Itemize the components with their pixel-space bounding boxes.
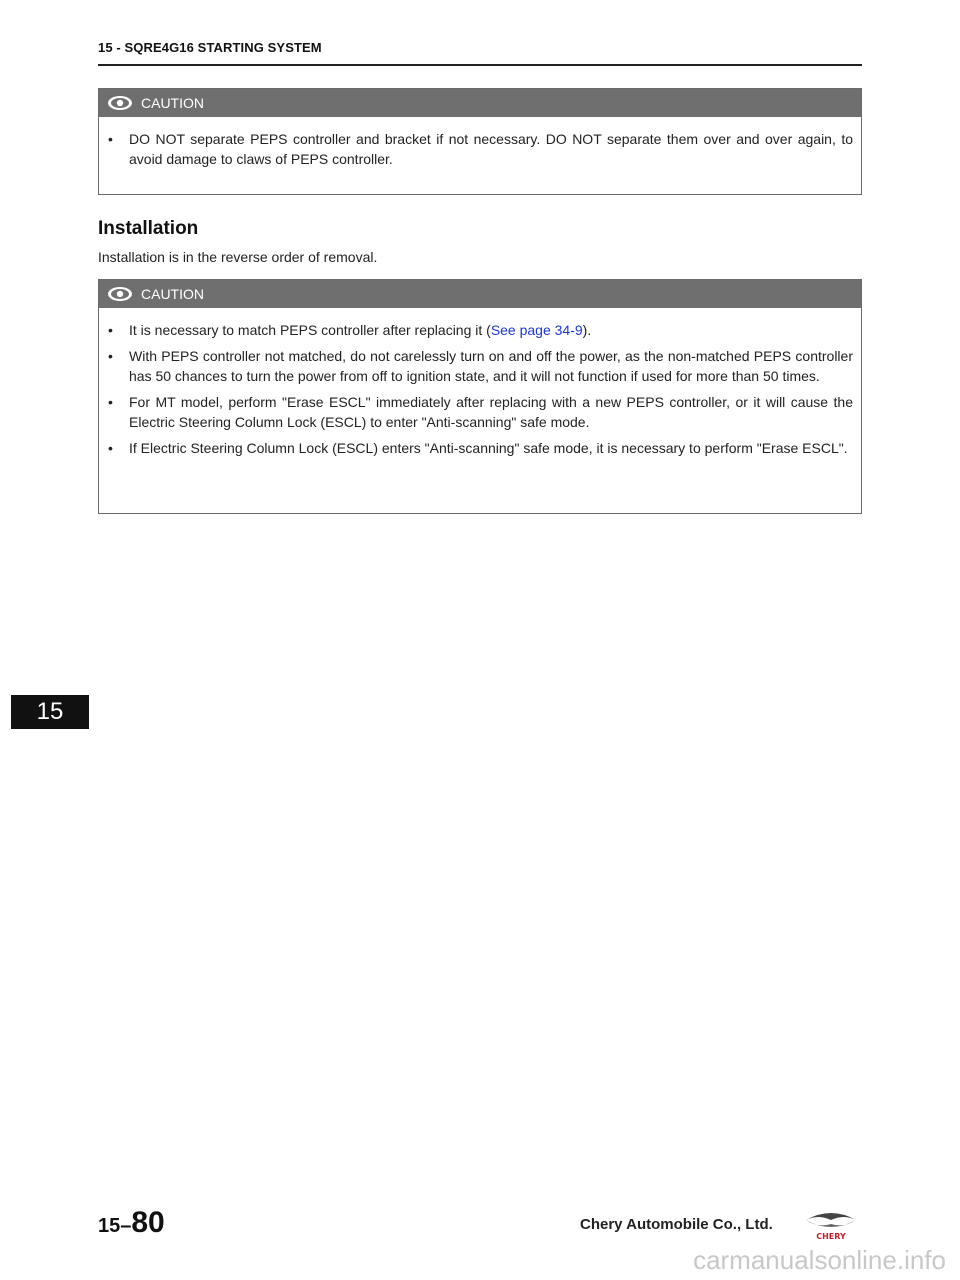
- caution-header: [99, 89, 861, 117]
- caution-box-top: [98, 88, 862, 195]
- header-rule: [98, 64, 862, 66]
- page-header-title: 15 - SQRE4G16 STARTING SYSTEM: [98, 40, 322, 55]
- company-name: Chery Automobile Co., Ltd.: [580, 1216, 773, 1233]
- logo-text: CHERY: [816, 1232, 846, 1241]
- caution-item-suffix: ).: [582, 322, 592, 338]
- caution-label: CAUTION: [141, 286, 204, 302]
- caution-item-prefix: It is necessary to match PEPS controller after replacing it (: [129, 322, 491, 338]
- chery-logo: [800, 1208, 862, 1242]
- bullet-dot: •: [108, 394, 113, 410]
- caution-box-bottom: [98, 279, 862, 514]
- bullet-dot: •: [108, 440, 113, 456]
- page-section: 15–: [98, 1215, 132, 1237]
- bullet-dot: •: [108, 131, 113, 147]
- caution-item: [107, 438, 853, 458]
- caution-item-text: For MT model, perform "Erase ESCL" immediately after replacing with a new PEPS controller, or it will cause the Electric Steering Column Lock (ESCL) to enter "Anti-scanning" safe mode.: [129, 394, 853, 430]
- eye-icon: [107, 286, 133, 302]
- bullet-dot: •: [108, 348, 113, 364]
- bullet-dot: •: [108, 322, 113, 338]
- caution-item: [107, 129, 853, 169]
- section-heading-installation: Installation: [98, 218, 199, 239]
- caution-item-text: [129, 320, 853, 340]
- see-page-link[interactable]: See page 34-9: [490, 322, 583, 338]
- installation-text: Installation is in the reverse order of removal.: [98, 249, 378, 265]
- chapter-tab: 15: [11, 695, 89, 729]
- caution-item: [107, 392, 853, 432]
- page-number-value: 80: [131, 1206, 165, 1239]
- page-number: [98, 1206, 165, 1240]
- caution-label: CAUTION: [141, 95, 204, 111]
- caution-item-text: DO NOT separate PEPS controller and bracket if not necessary. DO NOT separate them over and over again, to avoid damage to claws of PEPS controller.: [129, 131, 853, 167]
- caution-item-text: If Electric Steering Column Lock (ESCL) enters "Anti-scanning" safe mode, it is necessary to perform "Erase ESCL".: [129, 440, 848, 456]
- caution-header: [99, 280, 861, 308]
- watermark: carmanualsonline.info: [693, 1245, 946, 1275]
- eye-icon: [107, 95, 133, 111]
- caution-item-text: With PEPS controller not matched, do not carelessly turn on and off the power, as the non-matched PEPS controller has 50 chances to turn the power from off to ignition state, and it will not function if used for more than 50 times.: [129, 348, 853, 384]
- caution-item: [107, 320, 853, 340]
- caution-item: [107, 346, 853, 386]
